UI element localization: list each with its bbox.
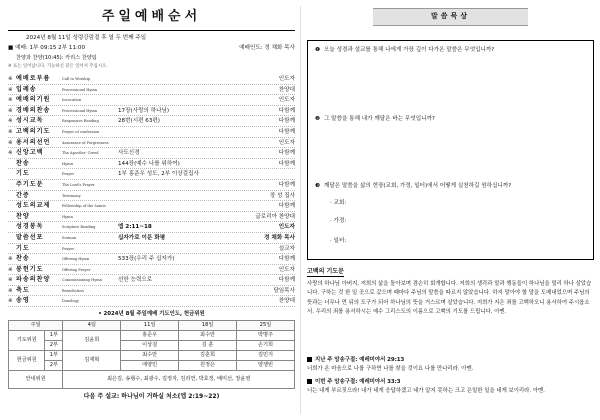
- order-item-name: 기도: [16, 244, 30, 252]
- order-row: [8, 191, 295, 202]
- schedule-header: 18일: [179, 321, 237, 331]
- order-row: [8, 116, 295, 127]
- title-rule: [8, 30, 295, 31]
- confession-prayer-heading: 고백의 기도문: [307, 268, 344, 275]
- order-row: [8, 169, 295, 180]
- order-item-name: 기도: [16, 170, 30, 178]
- schedule-row: [9, 361, 295, 371]
- order-item-name: 주기도문: [16, 180, 44, 188]
- apply-work: · 일터:: [330, 238, 347, 244]
- schedule-header: 주일: [9, 321, 63, 331]
- order-star: ※: [8, 139, 13, 146]
- verse-heading: [307, 356, 594, 365]
- order-star: ※: [8, 128, 13, 135]
- order-item-english: Prayer of confession: [62, 129, 100, 134]
- question-2-text: 그 말씀을 통해 내가 깨달은 바는 무엇입니까?: [324, 116, 435, 122]
- order-star: ※: [8, 256, 13, 263]
- confession-prayer-body: 사랑의 하나님 아버지, 저희의 삶을 돌아보며 겸손히 회개합니다. 저희의 생각과 말과 행동들이 하나님을 멀리 하나 살았습니다. 구하는 것 한 일 곳으로 갔으며 때마다 주님의 말씀을 따르지 않았습니다. 하지 말아야 할 말을 도메내었으며 주님의 뜻과는 너무나 먼 뒤의 도구가 되어 하나님의 뜻을 거스르며 살았습니다. 저희가 지은 죄를 고백하오니 용서하여 주시옵소서. 우리의 죄를 용서하시는 예수 그리스도의 이름으로 고백의 기도를 드립니다. 아멘.: [307, 281, 592, 316]
- order-item-detail: 엡 2:11~18: [118, 224, 152, 231]
- order-item-leader: 다함께: [278, 160, 295, 167]
- order-row: [8, 106, 295, 117]
- schedule-table: [8, 320, 295, 389]
- order-row: [8, 275, 295, 286]
- order-item-name: 경배의찬송: [16, 106, 51, 114]
- question-1-text: 오늘 성경과 설교를 통해 나에게 가장 깊이 다가온 말씀은 무엇입니까?: [324, 47, 495, 53]
- order-item-leader: 다함께: [278, 107, 295, 114]
- order-item-leader: 담임목사: [273, 287, 295, 294]
- order-item-leader: 정 채화 목사: [264, 234, 295, 241]
- order-item-name: 성시교독: [16, 117, 44, 125]
- order-item-leader: 찬양대: [278, 86, 295, 93]
- schedule-cell: 김재혁: [63, 351, 121, 371]
- schedule-cell: 박명주: [236, 331, 294, 341]
- square-bullet-icon: [307, 357, 312, 362]
- order-row: [8, 222, 295, 233]
- question-bullet-icon: ❷: [315, 116, 321, 122]
- order-item-name: 성경봉독: [16, 223, 44, 231]
- order-row: [8, 148, 295, 159]
- question-3-text: 깨달은 말씀을 삶의 현장(교회, 가정, 일터)에서 어떻게 실천하길 원하십니까?: [324, 183, 512, 189]
- order-row: [8, 286, 295, 297]
- order-row: [8, 85, 295, 96]
- meditation-panel: [307, 6, 594, 416]
- meditation-question-box: [307, 40, 594, 260]
- order-star: ※: [8, 277, 13, 284]
- worship-times: ■ 예배: 1부 09:15 2부 11:00: [8, 45, 86, 51]
- order-star: ※: [8, 107, 13, 114]
- order-star: ※: [8, 150, 13, 157]
- order-row: [8, 265, 295, 276]
- this-week-verse-text: 너는 내게 부르짖으라! 내가 네게 응답하겠고 네가 알지 못하는 크고 은밀한 일을 네게 보이리라. 아멘.: [307, 388, 545, 394]
- order-item-name: 송영: [16, 297, 30, 305]
- order-item-detail: 144장(예수 나를 위하여): [118, 160, 180, 167]
- schedule-title: • 2024년 8월 주일예배 기도인도, 헌금위원: [98, 311, 205, 318]
- order-item-english: Scripture Reading: [62, 225, 96, 230]
- order-item-leader: 다함께: [278, 203, 295, 210]
- order-row: [8, 95, 295, 106]
- order-item-name: 성도의교제: [16, 202, 51, 210]
- schedule-cell: 양쟁빈: [236, 361, 294, 371]
- last-week-verse-text: 너희가 온 마음으로 나를 구하면 나를 찾을 것이요 나를 만나리라. 아멘.: [307, 366, 474, 372]
- order-star: ※: [8, 266, 13, 273]
- order-item-leader: 장 성 집사: [269, 192, 295, 199]
- schedule-cell: 손기희: [236, 341, 294, 351]
- order-item-english: Responsive Reading: [62, 119, 99, 124]
- schedule-cell: 이상걸: [121, 341, 179, 351]
- standing-note: ※ 표는 일어납니다. 가능하신 분은 일어서 주십시오.: [8, 64, 108, 69]
- apply-home: · 가정:: [330, 218, 347, 224]
- question-bullet-icon: ❶: [315, 47, 321, 53]
- schedule-header: 4일: [63, 321, 121, 331]
- order-item-leader: 다함께: [278, 118, 295, 125]
- question-3: [315, 183, 586, 190]
- order-item-english: Offering Hymn: [62, 257, 90, 262]
- schedule-cell: 최수만: [179, 331, 237, 341]
- order-item-name: 예배의기원: [16, 96, 51, 104]
- order-item-english: Processional Hymn: [62, 87, 98, 92]
- order-item-english: Fellowship of the Saints: [62, 204, 106, 209]
- order-row: [8, 244, 295, 255]
- order-item-english: Processional Hymn: [62, 108, 98, 113]
- order-item-detail: 28번(시편 63편): [118, 118, 160, 125]
- schedule-header-row: [9, 321, 295, 331]
- schedule-row: [9, 351, 295, 361]
- order-row: [8, 74, 295, 85]
- order-item-name: 예배로부름: [16, 75, 51, 82]
- order-item-name: 축도: [16, 286, 30, 294]
- order-item-leader: 인도자: [278, 97, 295, 104]
- page-title: 주일예배순서: [101, 9, 202, 24]
- order-item-leader: 글로리아 찬양대: [255, 213, 295, 220]
- order-item-name: 고백의기도: [16, 127, 51, 135]
- verse-heading: [307, 378, 594, 387]
- order-item-name: 찬송: [16, 159, 30, 167]
- question-bullet-icon: ❸: [315, 183, 321, 189]
- order-item-name: 말씀선포: [16, 233, 44, 241]
- order-row: [8, 159, 295, 170]
- worship-leader: 예배인도: 정 채화 목사: [239, 45, 295, 51]
- service-date: 2024년 8월 11일 성령강림절 후 열 두 번째 주일: [26, 35, 147, 41]
- column-divider: [300, 6, 301, 414]
- order-star: ※: [8, 76, 13, 82]
- schedule-cell: 홍준우: [121, 331, 179, 341]
- memory-verses: [307, 356, 594, 396]
- meditation-title: 말씀묵상: [373, 8, 528, 25]
- order-star: ※: [8, 97, 13, 104]
- schedule-cell: 김 훈: [179, 341, 237, 351]
- order-row: [8, 180, 295, 191]
- order-row: [8, 212, 295, 223]
- order-row: [8, 296, 295, 307]
- order-item-english: Invocation: [62, 98, 82, 103]
- order-item-name: 입례송: [16, 85, 37, 93]
- schedule-row: [9, 371, 295, 389]
- date-line: [8, 34, 295, 43]
- order-item-leader: 설교자: [278, 245, 295, 252]
- order-item-english: Sermon: [62, 235, 77, 240]
- order-item-english: Prayer: [62, 172, 75, 177]
- order-item-leader: 인도자: [278, 266, 295, 273]
- meditation-title-wrap: [307, 6, 594, 28]
- order-item-leader: 찬양대: [278, 298, 295, 305]
- order-row: [8, 201, 295, 212]
- order-item-english: Benediction: [62, 288, 84, 293]
- schedule-cell: 김윤희: [63, 331, 121, 351]
- order-item-english: The Lord's Prayer: [62, 182, 95, 187]
- order-star: ※: [8, 298, 13, 305]
- this-week-verse-heading: 이번 주 암송구절: 예레미야서 33:3: [315, 379, 401, 385]
- order-row: [8, 127, 295, 138]
- schedule-row: [9, 341, 295, 351]
- order-item-name: 봉헌기도: [16, 265, 44, 273]
- order-item-name: 용서의선언: [16, 138, 51, 146]
- order-item-english: Assurance of Forgiveness: [62, 140, 109, 145]
- order-star: ※: [8, 86, 13, 93]
- order-item-name: 파송의찬양: [16, 276, 51, 284]
- schedule-cell: 최은김, 송형수, 최광수, 김정자, 김리연, 박효정, 배미선, 장윤영: [63, 371, 295, 389]
- order-item-leader: 인도자: [278, 76, 295, 82]
- order-item-leader: 다함께: [278, 128, 295, 135]
- schedule-cell: 2부: [45, 341, 63, 351]
- order-star: ※: [8, 287, 13, 294]
- order-row: [8, 254, 295, 265]
- schedule-row: [9, 331, 295, 341]
- schedule-cell: 김민지: [236, 351, 294, 361]
- order-star: ※: [8, 118, 13, 125]
- schedule-row-label: 기도위원: [9, 331, 45, 351]
- order-row: [8, 138, 295, 149]
- order-item-detail: 1부 홍준우 성도, 2부 이상걸집사: [118, 171, 199, 178]
- schedule-row-label: 안내위원: [9, 371, 63, 389]
- order-item-detail: 사도신경: [118, 150, 140, 157]
- order-item-leader: 인도자: [278, 224, 295, 231]
- apply-church: · 교회:: [330, 200, 347, 206]
- order-item-detail: 533장(우리 주 십자가): [118, 256, 175, 263]
- schedule-row-label: 헌금위원: [9, 351, 45, 371]
- worship-line: [8, 43, 295, 53]
- order-item-leader: 다함께: [278, 256, 295, 263]
- last-week-verse-heading: 지난 주 암송구절: 예레미야서 29:13: [315, 357, 405, 363]
- order-item-english: Hymn: [62, 214, 73, 219]
- order-item-english: Testimony: [62, 193, 81, 198]
- question-1: [315, 47, 586, 54]
- schedule-cell: 2부: [45, 361, 63, 371]
- order-item-english: Commissioning Hymn: [62, 278, 102, 283]
- schedule-header: 25일: [236, 321, 294, 331]
- next-week-sermon: 다음 주 설교: 하나님이 거하실 처소(엡 2:19~22): [83, 393, 220, 401]
- order-item-leader: 인도자: [278, 139, 295, 146]
- order-item-english: Hymn: [62, 161, 73, 166]
- order-item-english: Offering Prayer: [62, 267, 91, 272]
- square-bullet-icon: [307, 379, 312, 384]
- order-item-leader: 다함께: [278, 277, 295, 284]
- schedule-cell: 1부: [45, 351, 63, 361]
- order-row: [8, 233, 295, 244]
- schedule-cell: 김훈희: [179, 351, 237, 361]
- question-2: [315, 116, 586, 123]
- schedule-header: 11일: [121, 321, 179, 331]
- schedule-cell: 최수만: [121, 351, 179, 361]
- order-item-leader: 다함께: [278, 150, 295, 157]
- praise-line: 찬양과 찬양(10:45): 카리스 찬양팀: [16, 55, 97, 61]
- schedule-cell: 1부: [45, 331, 63, 341]
- order-item-english: Call to Worship: [62, 77, 91, 81]
- order-item-leader: 다함께: [278, 181, 295, 188]
- order-item-english: Prayer: [62, 246, 75, 251]
- schedule-cell: 애양민: [121, 361, 179, 371]
- order-item-detail: 선한 능력으로: [118, 277, 153, 284]
- order-item-name: 찬양: [16, 212, 30, 220]
- order-item-name: 신앙고백: [16, 149, 44, 157]
- order-item-detail: 17장(사랑의 하나님): [118, 107, 170, 114]
- schedule-cell: 원정은: [179, 361, 237, 371]
- order-item-name: 간증: [16, 191, 30, 199]
- order-item-detail: 십자가로 이룬 화평: [118, 234, 166, 241]
- order-item-name: 찬송: [16, 255, 30, 263]
- order-item-english: The Apostles' Creed: [62, 151, 99, 156]
- order-item-english: Doxology: [62, 299, 79, 304]
- worship-order-panel: [8, 6, 295, 416]
- order-list: [8, 74, 295, 307]
